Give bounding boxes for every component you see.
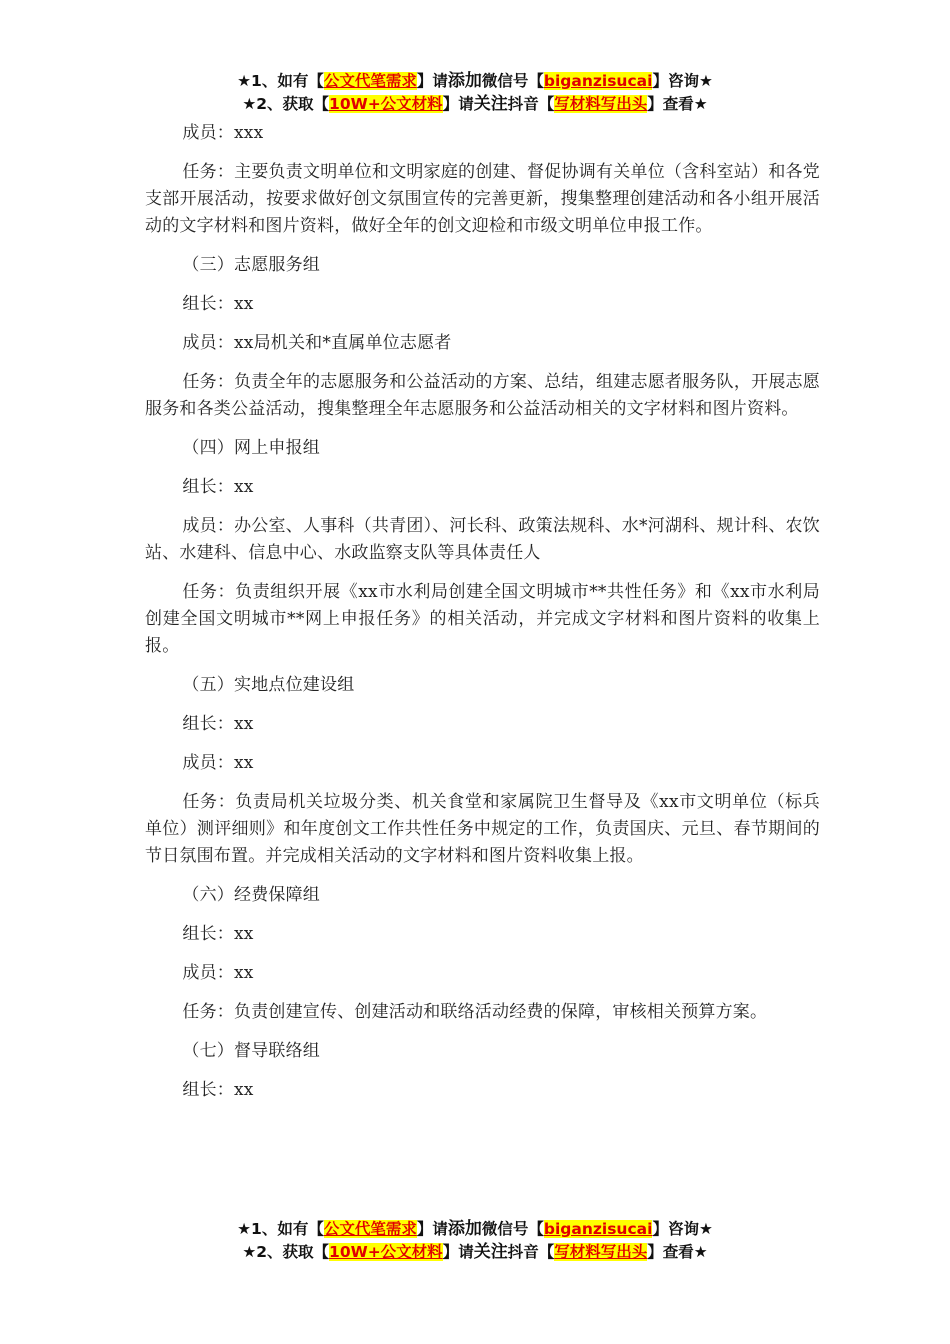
footer-banner <box>0 1218 950 1264</box>
header-banner-line-1 <box>0 70 950 93</box>
banner-text: 】咨询★ <box>652 1220 713 1238</box>
paragraph-members: 成员：办公室、人事科（共青团）、河长科、政策法规科、水*河湖科、规计科、农饮站、水建科、信息中心、水政监察支队等具体责任人 <box>145 516 820 563</box>
banner-wechat-id: biganzisucai <box>543 72 653 90</box>
banner-text: 】咨询★ <box>652 72 713 90</box>
paragraph-task: 任务：负责组织开展《xx市水利局创建全国文明城市**共性任务》和《xx市水利局创建全国文明城市**网上申报任务》的相关活动，并完成文字材料和图片资料的收集上报。 <box>145 582 820 656</box>
banner-text: 】请 <box>442 1243 474 1261</box>
section-heading-online: （四）网上申报组 <box>182 438 320 458</box>
banner-text: ★2、获取【 <box>242 95 330 113</box>
banner-text: ★1、如有【 <box>237 72 324 90</box>
banner-douyin-id: 写材料写出头 <box>554 95 648 113</box>
banner-text: 抖音【 <box>507 1243 555 1261</box>
banner-text: ★1、如有【 <box>237 1220 324 1238</box>
banner-emphasis: 关注 <box>473 94 508 114</box>
banner-text: 微信号【 <box>481 72 544 90</box>
banner-emphasis: 关注 <box>473 1242 508 1262</box>
banner-highlight: 10W+公文材料 <box>329 95 443 113</box>
paragraph-members: 成员：xx <box>182 753 254 773</box>
banner-text: 】查看★ <box>647 1243 708 1261</box>
banner-douyin-id: 写材料写出头 <box>554 1243 648 1261</box>
header-banner-line-2 <box>0 93 950 116</box>
banner-text: 微信号【 <box>481 1220 544 1238</box>
banner-emphasis: 添加 <box>447 71 482 91</box>
banner-highlight: 公文代笔需求 <box>323 1220 417 1238</box>
paragraph-leader: 组长：xx <box>182 294 254 314</box>
paragraph-leader: 组长：xx <box>182 924 254 944</box>
paragraph-task: 任务：主要负责文明单位和文明家庭的创建、督促协调有关单位（含科室站）和各党支部开展活动，按要求做好创文氛围宣传的完善更新，搜集整理创建活动和各小组开展活动的文字材料和图片资料，做好全年的创文迎检和市级文明单位申报工作。 <box>145 162 820 236</box>
banner-text: 】请 <box>416 72 448 90</box>
paragraph-members: 成员：xx <box>182 963 254 983</box>
paragraph-members: 成员：xx局机关和*直属单位志愿者 <box>182 333 452 353</box>
section-heading-supervision: （七）督导联络组 <box>182 1041 320 1061</box>
section-heading-site: （五）实地点位建设组 <box>182 675 355 695</box>
banner-text: ★2、获取【 <box>242 1243 330 1261</box>
section-heading-volunteer: （三）志愿服务组 <box>182 255 320 275</box>
paragraph-leader: 组长：xx <box>182 1080 254 1100</box>
footer-banner-line-1 <box>0 1218 950 1241</box>
banner-text: 】查看★ <box>647 95 708 113</box>
banner-highlight: 公文代笔需求 <box>323 72 417 90</box>
paragraph-task: 任务：负责创建宣传、创建活动和联络活动经费的保障，审核相关预算方案。 <box>182 1002 768 1022</box>
paragraph-task: 任务：负责全年的志愿服务和公益活动的方案、总结，组建志愿者服务队，开展志愿服务和各类公益活动，搜集整理全年志愿服务和公益活动相关的文字材料和图片资料。 <box>145 372 820 419</box>
header-banner <box>0 70 950 116</box>
paragraph-leader: 组长：xx <box>182 477 254 497</box>
paragraph-members: 成员：xxx <box>182 123 264 143</box>
section-heading-funding: （六）经费保障组 <box>182 885 320 905</box>
banner-wechat-id: biganzisucai <box>543 1220 653 1238</box>
banner-text: 】请 <box>442 95 474 113</box>
document-body <box>145 120 820 1116</box>
footer-banner-line-2 <box>0 1241 950 1264</box>
paragraph-task: 任务：负责局机关垃圾分类、机关食堂和家属院卫生督导及《xx市文明单位（标兵单位）测评细则》和年度创文工作共性任务中规定的工作，负责国庆、元旦、春节期间的节日氛围布置。并完成相关活动的文字材料和图片资料收集上报。 <box>145 792 820 866</box>
paragraph-leader: 组长：xx <box>182 714 254 734</box>
banner-emphasis: 添加 <box>447 1219 482 1239</box>
banner-text: 抖音【 <box>507 95 555 113</box>
banner-text: 】请 <box>416 1220 448 1238</box>
banner-highlight: 10W+公文材料 <box>329 1243 443 1261</box>
